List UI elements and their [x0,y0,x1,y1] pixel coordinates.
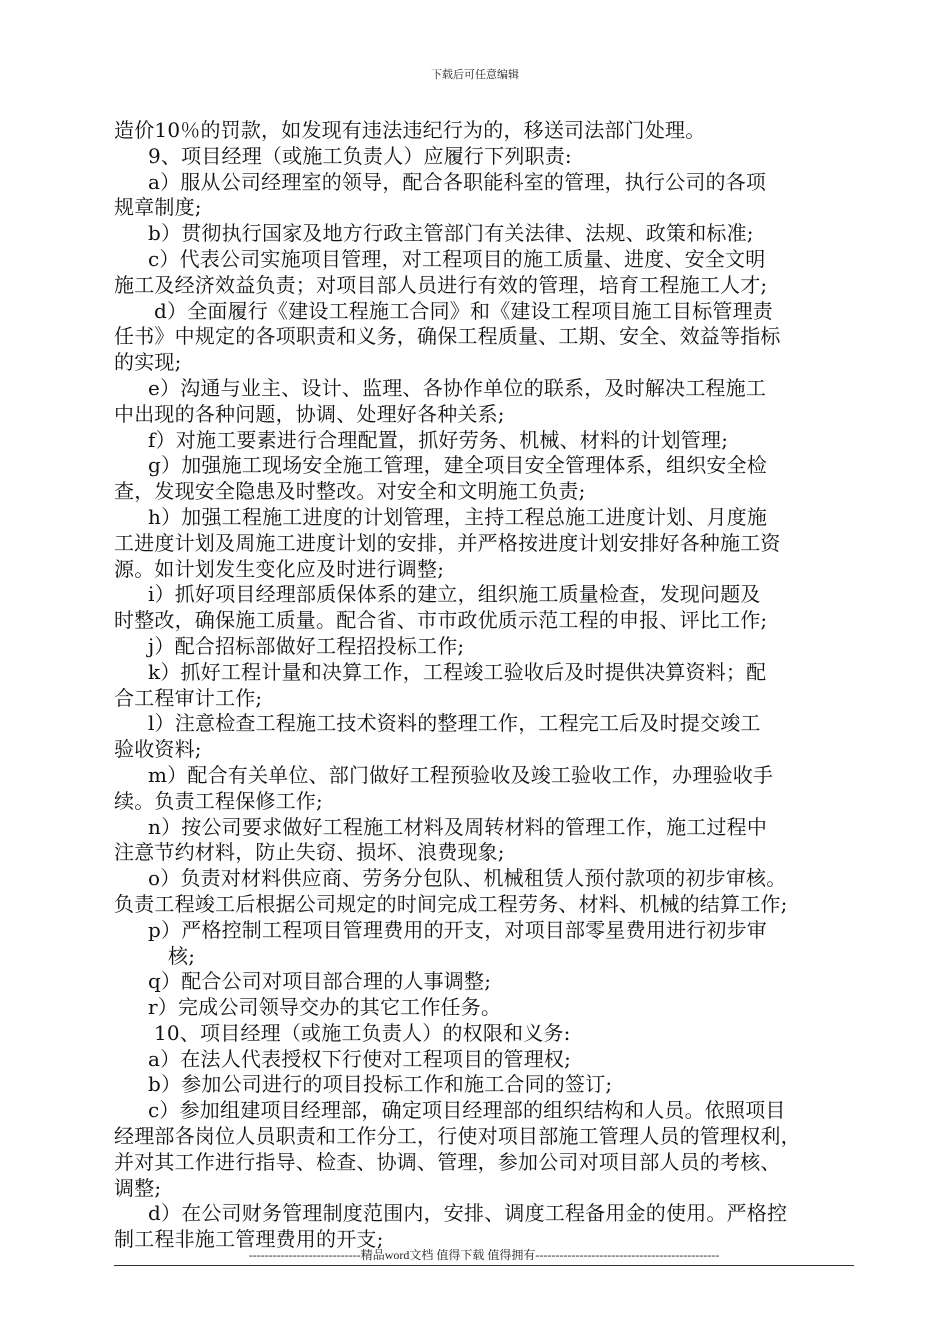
body-line: 经理部各岗位人员职责和工作分工，行使对项目部施工管理人员的管理权利， [114,1124,801,1149]
body-line: g）加强施工现场安全施工管理，建全项目安全管理体系，组织安全检 [148,453,768,478]
page-header: 下载后可任意编辑 [431,68,519,81]
body-line: b）参加公司进行的项目投标工作和施工合同的签订; [148,1072,613,1097]
body-line: h）加强工程施工进度的计划管理，主持工程总施工进度计划、月度施 [148,504,768,529]
body-line: 任书》中规定的各项职责和义务，确保工程质量、工期、安全、效益等指标 [114,324,781,349]
body-line: j）配合招标部做好工程招投标工作; [148,633,465,658]
body-line: i）抓好项目经理部质保体系的建立，组织施工质量检查，发现问题及 [148,582,761,607]
page-footer: ----------------------------精品word文档 值得下载 值得拥有---------------------------------------------- [248,1248,720,1262]
body-line: d）全面履行《建设工程施工合同》和《建设工程项目施工目标管理责 [154,298,774,323]
body-line: 工进度计划及周施工进度计划的安排，并严格按进度计划安排好各种施工资 [114,530,781,555]
body-line: m）配合有关单位、部门做好工程预验收及竣工验收工作，办理验收手 [148,762,774,787]
body-line: a）服从公司经理室的领导，配合各职能科室的管理，执行公司的各项 [148,169,767,194]
body-line: 9、项目经理（或施工负责人）应履行下列职责: [148,143,572,168]
body-line: 验收资料; [114,737,202,762]
body-line: d）在公司财务管理制度范围内，安排、调度工程备用金的使用。严格控 [148,1201,788,1226]
body-line: 调整; [114,1175,162,1200]
document-body [114,118,854,1253]
body-line: f）对施工要素进行合理配置，抓好劳务、机械、材料的计划管理; [148,427,729,452]
body-line: 施工及经济效益负责；对项目部人员进行有效的管理，培育工程施工人才; [114,272,768,297]
body-line: 规章制度; [114,195,202,220]
body-line: 负责工程竣工后根据公司规定的时间完成工程劳务、材料、机械的结算工作; [114,891,788,916]
body-line: e）沟通与业主、设计、监理、各协作单位的联系，及时解决工程施工 [148,375,767,400]
body-line: 的实现; [114,350,182,375]
body-line: 注意节约材料，防止失窃、损坏、浪费现象; [114,840,505,865]
body-line: 时整改，确保施工质量。配合省、市市政优质示范工程的申报、评比工作; [114,608,768,633]
body-line: k）抓好工程计量和决算工作，工程竣工验收后及时提供决算资料；配 [148,659,767,684]
body-line: c）代表公司实施项目管理，对工程项目的施工质量、进度、安全文明 [148,246,766,271]
body-line: 造价10％的罚款，如发现有违法违纪行为的，移送司法部门处理。 [114,118,706,142]
footer-rule [114,1265,854,1266]
body-line: 并对其工作进行指导、检查、协调、管理，参加公司对项目部人员的考核、 [114,1149,781,1174]
body-line: b）贯彻执行国家及地方行政主管部门有关法律、法规、政策和标准; [148,221,754,246]
body-line: 合工程审计工作; [114,685,263,710]
body-line: q）配合公司对项目部合理的人事调整; [148,969,492,994]
body-line: n）按公司要求做好工程施工材料及周转材料的管理工作，施工过程中 [148,814,768,839]
body-line: 制工程非施工管理费用的开支; [114,1227,384,1252]
body-line: c）参加组建项目经理部，确定项目经理部的组织结构和人员。依照项目 [148,1098,786,1123]
body-line: 核; [168,943,196,968]
body-line: l）注意检查工程施工技术资料的整理工作，工程完工后及时提交竣工 [148,711,761,736]
body-line: o）负责对材料供应商、劳务分包队、机械租赁人预付款项的初步审核。 [148,866,787,891]
body-line: 10、项目经理（或施工负责人）的权限和义务: [154,1020,571,1045]
body-line: 源。如计划发生变化应及时进行调整; [114,556,445,581]
body-line: p）严格控制工程项目管理费用的开支，对项目部零星费用进行初步审 [148,917,768,942]
body-line: r）完成公司领导交办的其它工作任务。 [148,995,502,1020]
body-line: 查，发现安全隐患及时整改。对安全和文明施工负责; [114,479,586,504]
body-line: 续。负责工程保修工作; [114,788,323,813]
body-line: 中出现的各种问题，协调、处理好各种关系; [114,401,505,426]
body-line: a）在法人代表授权下行使对工程项目的管理权; [148,1046,572,1071]
